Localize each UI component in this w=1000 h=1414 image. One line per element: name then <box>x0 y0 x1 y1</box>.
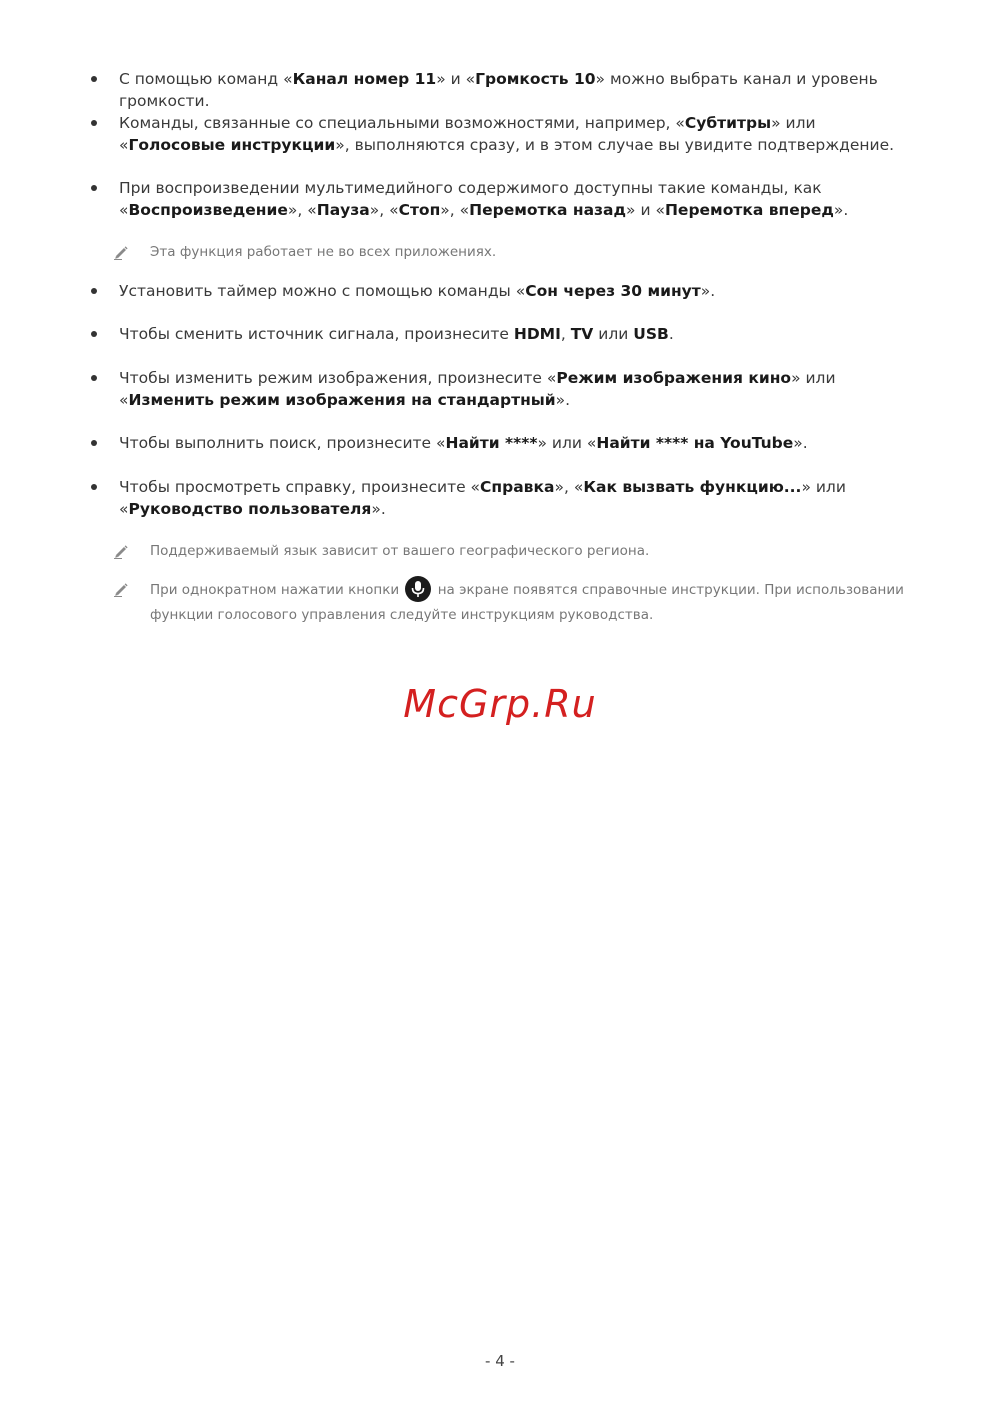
bullet-text: Чтобы сменить источник сигнала, произнесите HDMI, TV или USB. <box>119 325 674 343</box>
pencil-note-icon <box>113 543 129 559</box>
bullet-item-media-commands <box>91 177 921 221</box>
page-number: - 4 - <box>485 1352 515 1370</box>
bullet-dot-icon <box>91 440 97 446</box>
note-language <box>113 539 913 563</box>
note-mic-button <box>113 577 913 627</box>
note-text: Поддерживаемый язык зависит от вашего географического региона. <box>150 543 650 559</box>
bullet-item-search <box>91 432 921 454</box>
bullet-dot-icon <box>91 185 97 191</box>
bullet-item-help <box>91 476 921 520</box>
bullet-dot-icon <box>91 120 97 126</box>
watermark-logo: McGrp.Ru <box>403 682 597 726</box>
bullet-text: Чтобы просмотреть справку, произнесите «Справка», «Как вызвать функцию...» или «Руководство пользователя». <box>119 478 846 518</box>
microphone-button-icon <box>405 576 431 602</box>
note-text: Эта функция работает не во всех приложениях. <box>150 244 497 260</box>
bullet-dot-icon <box>91 288 97 294</box>
bullet-text: При воспроизведении мультимедийного содержимого доступны такие команды, как «Воспроизведение», «Пауза», «Стоп», «Перемотка назад» и «Перемотка вперед». <box>119 179 849 219</box>
bullet-text: Чтобы изменить режим изображения, произнесите «Режим изображения кино» или «Изменить режим изображения на стандартный». <box>119 369 836 409</box>
bullet-item-channel-volume <box>91 68 921 112</box>
bullet-dot-icon <box>91 484 97 490</box>
bullet-item-sleep-timer <box>91 280 921 302</box>
bullet-item-picture-mode <box>91 367 921 411</box>
note-text: При однократном нажатии кнопки на экране появятся справочные инструкции. При использовании функции голосового управления следуйте инструкциям руководства. <box>150 577 913 627</box>
bullet-dot-icon <box>91 375 97 381</box>
bullet-text: Чтобы выполнить поиск, произнесите «Найти ****» или «Найти **** на YouTube». <box>119 434 808 452</box>
note-media-apps <box>113 240 913 264</box>
bullet-dot-icon <box>91 331 97 337</box>
bullet-dot-icon <box>91 76 97 82</box>
bullet-text: Команды, связанные со специальными возможностями, например, «Субтитры» или «Голосовые инструкции», выполняются сразу, и в этом случае вы увидите подтверждение. <box>119 114 895 154</box>
bullet-text: С помощью команд «Канал номер 11» и «Громкость 10» можно выбрать канал и уровень громкости. <box>119 70 878 110</box>
bullet-item-accessibility <box>91 112 921 156</box>
pencil-note-icon <box>113 581 129 597</box>
bullet-item-source <box>91 323 921 345</box>
pencil-note-icon <box>113 244 129 260</box>
bullet-text: Установить таймер можно с помощью команды «Сон через 30 минут». <box>119 282 716 300</box>
